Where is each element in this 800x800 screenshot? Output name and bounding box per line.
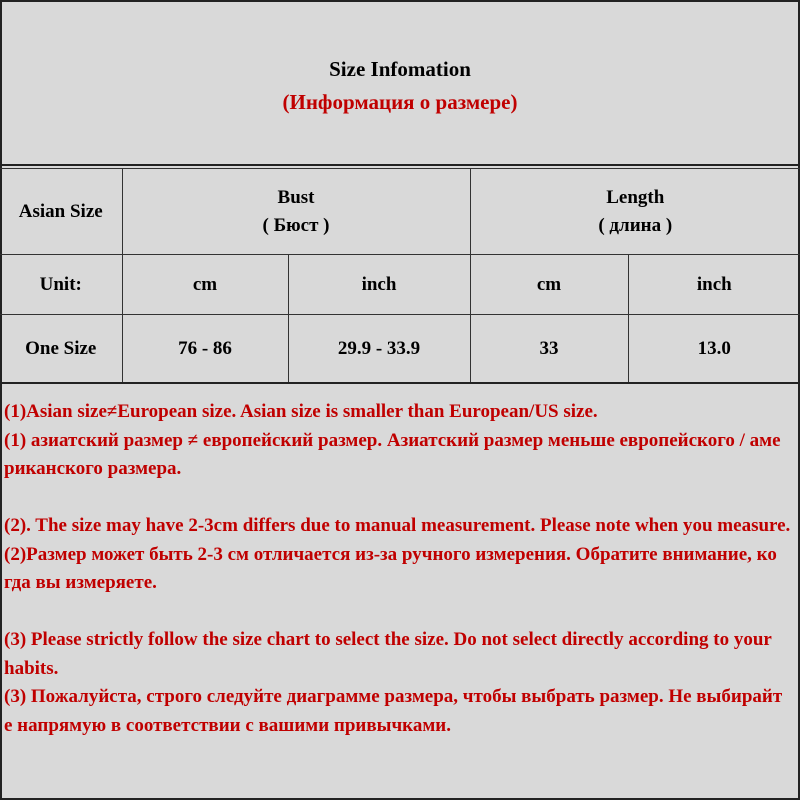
length-unit-inch: inch [628, 255, 800, 315]
note-line: (2). The size may have 2-3cm differs due to manual measurement. Please note when you measure. [4, 515, 791, 536]
note-line: habits. [4, 657, 59, 679]
asian-size-header: Asian Size [0, 169, 122, 255]
size-chart-subtitle: (Информация о размере) [282, 90, 518, 114]
note-line: (1)Asian size≠European size. Asian size is smaller than European/US size. [4, 401, 598, 422]
size-table [0, 168, 800, 383]
note-line: (2)Размер может быть 2-3 см отличается из-за ручного измерения. Обратите внимание, ко [4, 543, 777, 565]
length-inch-value: 13.0 [628, 315, 800, 383]
note-spacer [4, 598, 800, 627]
size-notes [0, 382, 800, 800]
bust-cm-value: 76 - 86 [122, 315, 288, 383]
note-line: гда вы измеряете. [4, 572, 157, 593]
length-header [470, 169, 800, 255]
bust-unit-cm: cm [122, 255, 288, 315]
bust-inch-value: 29.9 - 33.9 [288, 315, 470, 383]
table-row-units [0, 255, 800, 315]
note-spacer [4, 484, 800, 513]
table-row-header [0, 169, 800, 255]
note-line: (3) Пожалуйста, строго следуйте диаграмме размера, чтобы выбрать размер. Не выбирайт [4, 686, 783, 707]
unit-label: Unit: [0, 255, 122, 315]
length-unit-cm: cm [470, 255, 628, 315]
bust-header [122, 169, 470, 255]
length-label: Length [606, 186, 665, 208]
size-chart-title: Size Infomation [329, 57, 471, 81]
note-line: е напрямую в соответствии с вашими привычками. [4, 714, 451, 736]
note-line: (3) Please strictly follow the size chart to select the size. Do not select directly according to your [4, 629, 772, 650]
note-line: (1) азиатский размер ≠ европейский размер. Азиатский размер меньше европейского / аме [4, 429, 781, 451]
note-line: риканского размера. [4, 458, 182, 479]
length-cm-value: 33 [470, 315, 628, 383]
length-label-ru: ( длина ) [598, 214, 673, 236]
table-row-one-size [0, 315, 800, 383]
size-chart-header [0, 0, 800, 166]
bust-label-ru: ( Бюст ) [262, 214, 330, 236]
one-size-label: One Size [0, 315, 122, 383]
bust-unit-inch: inch [288, 255, 470, 315]
bust-label: Bust [277, 186, 315, 208]
